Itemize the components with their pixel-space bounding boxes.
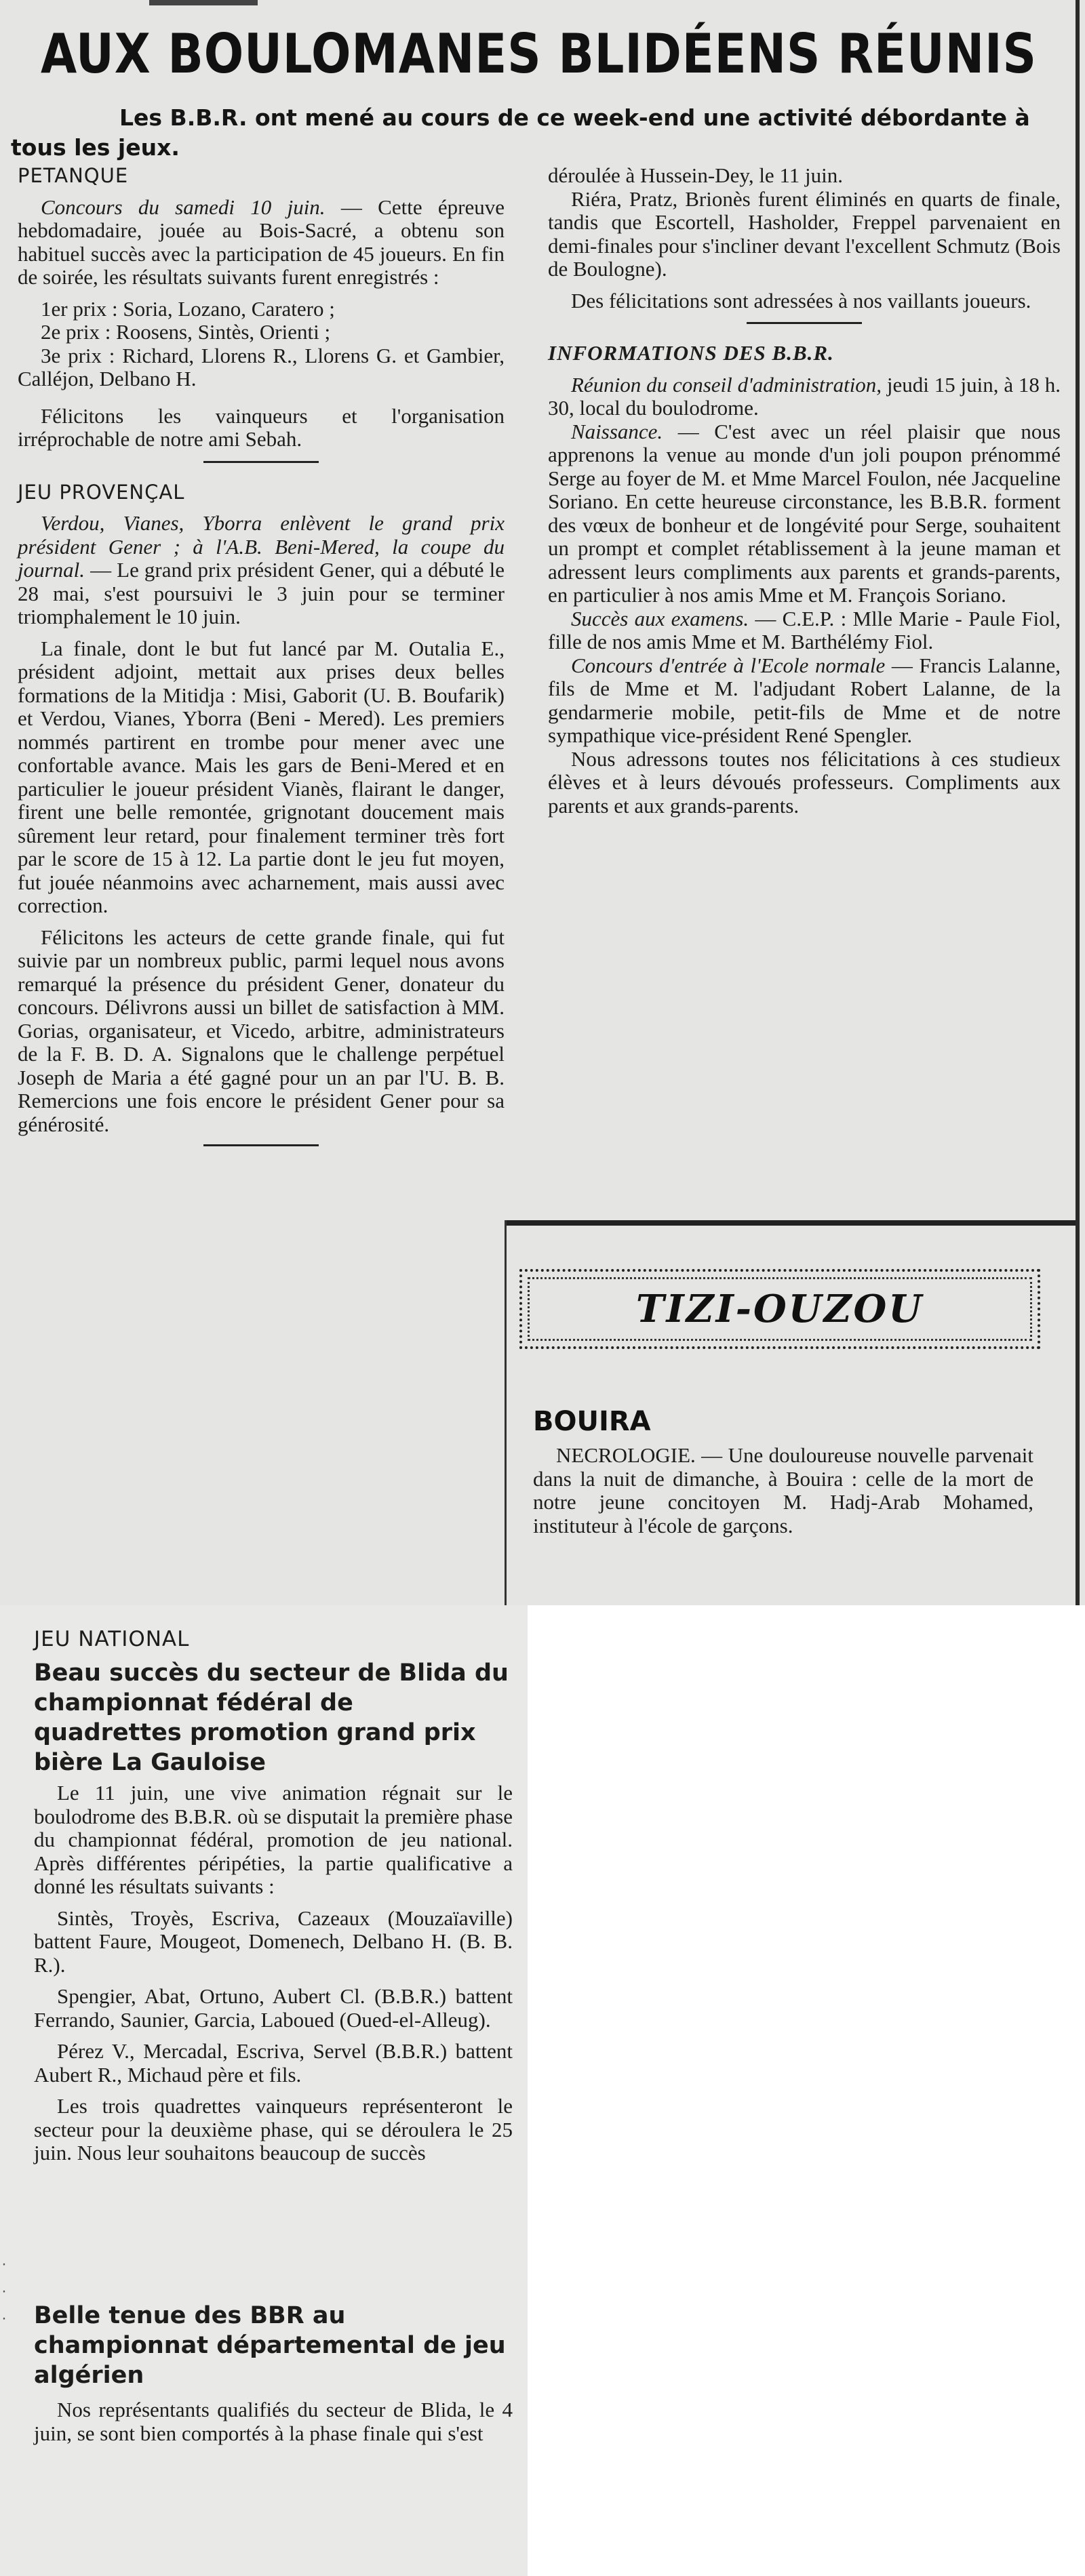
examens-italic: Succès aux examens.: [571, 606, 749, 630]
provencal-intro-italic: Verdou, Vianes, Yborra enlèvent le grand prix président Gener ; à l'A.B. Beni-Mered, la coupe du journal.: [18, 511, 505, 582]
tizi-ouzou-banner: [519, 1269, 1040, 1349]
section-label-provencal: JEU PROVENÇAL: [18, 480, 185, 504]
tizi-band-rule: [505, 1220, 1076, 1226]
frame-right-rule: [1076, 0, 1080, 1605]
bouira-necrologie: NECROLOGIE. — Une douloureuse nouvelle parvenait dans la nuit de dimanche, à Bouira : celle de la mort de notre jeune concitoyen M. Hadj-Arab Mohamed, instituteur à l'école de garçons.: [533, 1443, 1033, 1537]
elimination-text: Riéra, Pratz, Brionès furent éliminés en quarts de finale, tandis que Escortell, Hasholder, Freppel parvenaient en demi-finales pour s'incliner devant l'excellent Schmutz (Bois de Boulogne).: [548, 186, 1061, 281]
jeu-national-result-3: Pérez V., Mercadal, Escriva, Servel (B.B.R.) battent Aubert R., Michaud père et fils.: [34, 2039, 513, 2087]
jeu-national-headline: Beau succès du secteur de Blida du championnat fédéral de quadrettes promotion grand prix bière La Gauloise: [34, 1659, 509, 1776]
right-column: [548, 164, 1061, 826]
jeu-national-result-2: Spengier, Abat, Ortuno, Aubert Cl. (B.B.R.) battent Ferrando, Saunier, Garcia, Laboued (Oued-el-Alleug).: [34, 1984, 513, 2032]
jeu-national-para-2: Les trois quadrettes vainqueurs représenteront le secteur pour la deuxième phase, qui se déroulera le 25 juin. Nous leur souhaitons beaucoup de succès: [34, 2094, 513, 2165]
informations-closing: Nous adressons toutes nos félicitations à ces studieux élèves et à leurs dévoués professeurs. Compliments aux parents et aux grands-parents.: [548, 746, 1061, 818]
section-label-informations: INFORMATIONS DES B.B.R.: [548, 341, 834, 365]
congrats-text: Des félicitations sont adressées à nos vaillants joueurs.: [571, 288, 1031, 313]
naissance-rest: — C'est avec un réel plaisir que nous apprenons la venue au monde d'un joli poupon prénommé Serge au foyer de M. et Mme Marcel Foulon, née Jacqueline Soriano. En cette heureuse circonstance, les B.B.R. forment des vœux de bonheur et de longévité pour Serge, souhaitent un prompt et complet rétablissement à la jeune maman et adressent leurs compliments aux parents et grands-parents, en particulier à nos amis Mme et M. François Soriano.: [548, 419, 1061, 607]
bouira-title: BOUIRA: [533, 1406, 651, 1437]
jeu-national-result-1: Sintès, Troyès, Escriva, Cazeaux (Mouzaïaville) battent Faure, Mougeot, Domenech, Delbano H. (B. B. R.).: [34, 1906, 513, 1977]
jeu-algerien-para: Nos représentants qualifiés du secteur de Blida, le 4 juin, se sont bien comportés à la phase finale qui s'est: [34, 2398, 513, 2445]
section-divider: [203, 1144, 319, 1146]
normale-rest: — Francis Lalanne, fils de Mme et M. l'adjudant Robert Lalanne, de la gendarmerie mobile, petit-fils de Mme et de notre sympathique vice-président René Spengler.: [548, 653, 1061, 747]
section-divider: [203, 461, 319, 463]
naissance-text: [548, 420, 1061, 607]
jeu-algerien-headline: Belle tenue des BBR au championnat départemental de jeu algérien: [34, 2302, 506, 2389]
section-label-jeu-national: JEU NATIONAL: [34, 1627, 190, 1651]
reunion-rest: jeudi 15 juin, à 18 h. 30, local du boulodrome.: [548, 372, 1061, 420]
naissance-italic: Naissance.: [571, 419, 663, 443]
petanque-prize-1: 1er prix : Soria, Lozano, Caratero ;: [41, 296, 335, 321]
edge-marks: · · ·: [1, 2255, 7, 2327]
tizi-ouzou-banner-text: TIZI-OUZOU: [635, 1287, 924, 1331]
headline: AUX BOULOMANES BLIDÉENS RÉUNIS: [41, 22, 1037, 85]
petanque-closing: Félicitons les vainqueurs et l'organisation irréprochable de notre ami Sebah.: [18, 403, 505, 451]
provencal-intro: [18, 512, 505, 629]
jeu-national-body: [34, 1782, 513, 2173]
normale-italic: Concours d'entrée à l'Ecole normale: [571, 653, 886, 677]
jeu-national-para-1: Le 11 juin, une vive animation régnait sur le boulodrome des B.B.R. où se disputait la première phase du championnat fédéral, promotion de jeu national. Après différentes péripéties, la partie qualificative a donné les résultats suivants :: [34, 1781, 513, 1898]
petanque-intro: [18, 196, 505, 289]
left-column: [18, 164, 505, 1164]
petanque-prize-3: 3e prix : Richard, Llorens R., Llorens G. et Gambier, Calléjon, Delbano H.: [18, 343, 505, 390]
jeu-algerien-body: [34, 2398, 513, 2453]
reunion-text: [548, 374, 1061, 420]
provencal-intro-rest: — Le grand prix président Gener, qui a débuté le 28 mai, s'est poursuivi le 3 juin pour se terminer triomphalement le 10 juin.: [18, 558, 505, 628]
examens-text: [548, 607, 1061, 654]
petanque-intro-rest: — Cette épreuve hebdomadaire, jouée au Bois-Sacré, a obtenu son habituel succès avec la participation de 45 joueurs. En fin de soirée, les résultats suivants furent enregistrés :: [18, 195, 505, 289]
section-divider: [747, 322, 862, 324]
provencal-para-2: La finale, dont le but fut lancé par M. Outalia E., président adjoint, mettait aux prises deux belles formations de la Mitidja : Misi, Gaborit (U. B. Boufarik) et Verdou, Vianes, Yborra (Beni - Mered). Les premiers nommés partirent en trombe pour mener avec une confortable avance. Mais les gars de Beni-Mered et en particulier le joueur président Vianès, flairant le danger, firent une belle remontée, grignotant doucement mais sûrement leur retard, pour finalement terminer très fort par le score de 15 à 12. La partie dont le jeu fut moyen, fut jouée néanmoins avec acharnement, mais aussi avec correction.: [18, 636, 505, 917]
continuation-text: déroulée à Hussein-Dey, le 11 juin.: [548, 163, 844, 187]
top-rule: [149, 0, 258, 5]
lead-paragraph: Les B.B.R. ont mené au cours de ce week-end une activité débordante à tous les jeux.: [11, 104, 1030, 161]
provencal-para-3: Félicitons les acteurs de cette grande finale, qui fut suivie par un nombreux public, parmi lequel nous avons remarqué la présence du président Gener, donateur du concours. Délivrons aussi un billet de satisfaction à MM. Gorias, organisateur, et Vicedo, arbitre, administrateurs de la F. B. D. A. Signalons que le challenge perpétuel Joseph de Maria a été gagné pour un an par l'U. B. B. Remercions une fois encore le président Gener pour sa générosité.: [18, 925, 505, 1136]
section-label-petanque: PETANQUE: [18, 164, 129, 187]
tizi-side-rule: [505, 1220, 507, 1605]
reunion-italic: Réunion du conseil d'administration,: [571, 372, 882, 397]
examens-rest: — C.E.P. : Mlle Marie - Paule Fiol, fille de nos amis Mme et M. Barthélémy Fiol.: [548, 606, 1061, 653]
petanque-prize-2: 2e prix : Roosens, Sintès, Orienti ;: [41, 320, 331, 344]
petanque-intro-italic: Concours du samedi 10 juin.: [41, 195, 326, 219]
normale-text: [548, 654, 1061, 748]
